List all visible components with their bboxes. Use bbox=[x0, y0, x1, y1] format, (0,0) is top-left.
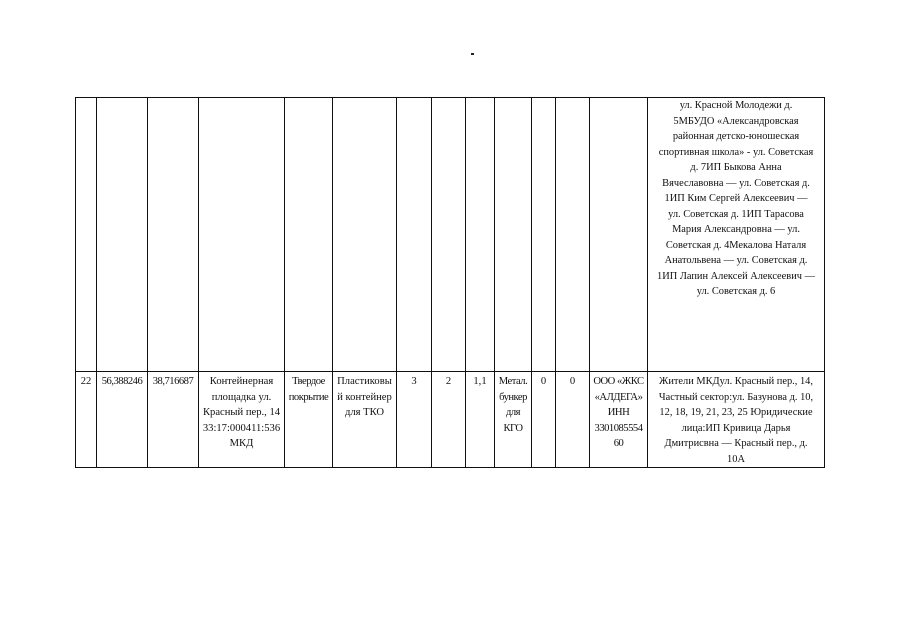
container-type-cell: Пластиковы й контейнер для ТКО bbox=[333, 372, 397, 468]
count-cell: 0 bbox=[556, 372, 590, 468]
container-sites-table bbox=[75, 97, 825, 468]
count-cell: 0 bbox=[532, 372, 556, 468]
bulky-waste-cell bbox=[495, 98, 532, 372]
notes-line: д. 7ИП Быкова Анна bbox=[690, 162, 782, 173]
owner-cell bbox=[590, 98, 648, 372]
waste-sources-cell bbox=[648, 98, 825, 372]
row-number-cell bbox=[76, 98, 97, 372]
notes-line: 1ИП Лапин Алексей Алексеевич — bbox=[657, 270, 815, 282]
notes-line: спортивная школа» - ул. Советская bbox=[658, 146, 814, 158]
table-row bbox=[76, 372, 825, 468]
notes-line: 5МБУДО «Александровская bbox=[673, 115, 799, 127]
table-row bbox=[76, 98, 825, 372]
waste-sources-cell bbox=[648, 372, 825, 468]
scan-speck bbox=[471, 53, 474, 55]
site-address-cell: Контейнерная площадка ул. Красный пер., 14 33:17:000411:536 МКД bbox=[199, 372, 285, 468]
longitude-cell bbox=[148, 98, 199, 372]
notes-line: ул. Советская д. 1ИП Тарасова bbox=[668, 208, 804, 220]
notes-line: районная детско-юношеская bbox=[672, 131, 800, 142]
count-cell bbox=[432, 98, 466, 372]
notes-line: Жители МКДул. Красный пер., 14, bbox=[659, 376, 813, 387]
notes-line: Вячеславовна — ул. Советская д. bbox=[662, 177, 810, 189]
notes-line: Мария Александровна — ул. bbox=[672, 224, 800, 235]
count-cell bbox=[556, 98, 590, 372]
notes-line: 1ИП Ким Сергей Алексеевич — bbox=[664, 193, 808, 204]
latitude-cell: 56,388246 bbox=[97, 372, 148, 468]
notes-line: Частный сектор:ул. Базунова д. 10, bbox=[658, 391, 814, 403]
site-address-cell bbox=[199, 98, 285, 372]
surface-cell: Твердое покрытие bbox=[285, 372, 333, 468]
row-number-cell: 22 bbox=[76, 372, 97, 468]
count-cell bbox=[397, 98, 432, 372]
count-cell bbox=[532, 98, 556, 372]
latitude-cell bbox=[97, 98, 148, 372]
notes-line: лица:ИП Кривица Дарья bbox=[681, 422, 791, 434]
volume-cell: 1,1 bbox=[466, 372, 495, 468]
longitude-cell: 38,716687 bbox=[148, 372, 199, 468]
volume-cell bbox=[466, 98, 495, 372]
owner-cell: ООО «ЖКС «АЛДЕГА» ИНН 3301085554 60 bbox=[590, 372, 648, 468]
container-type-cell bbox=[333, 98, 397, 372]
surface-cell bbox=[285, 98, 333, 372]
notes-line: Анатольвена — ул. Советская д. bbox=[664, 255, 808, 266]
count-cell: 3 bbox=[397, 372, 432, 468]
bulky-waste-cell: Метал. бункер для КГО bbox=[495, 372, 532, 468]
notes-line: ул. Красной Молодежи д. bbox=[679, 100, 793, 111]
notes-line: Дмитрисвна — Красный пер., д. bbox=[664, 438, 808, 449]
notes-line: 12, 18, 19, 21, 23, 25 Юридические bbox=[659, 407, 813, 418]
count-cell: 2 bbox=[432, 372, 466, 468]
notes-line: 10А bbox=[727, 453, 745, 465]
notes-line: ул. Советская д. 6 bbox=[696, 286, 776, 297]
notes-line: Советская д. 4Мекалова Наталя bbox=[665, 239, 807, 251]
